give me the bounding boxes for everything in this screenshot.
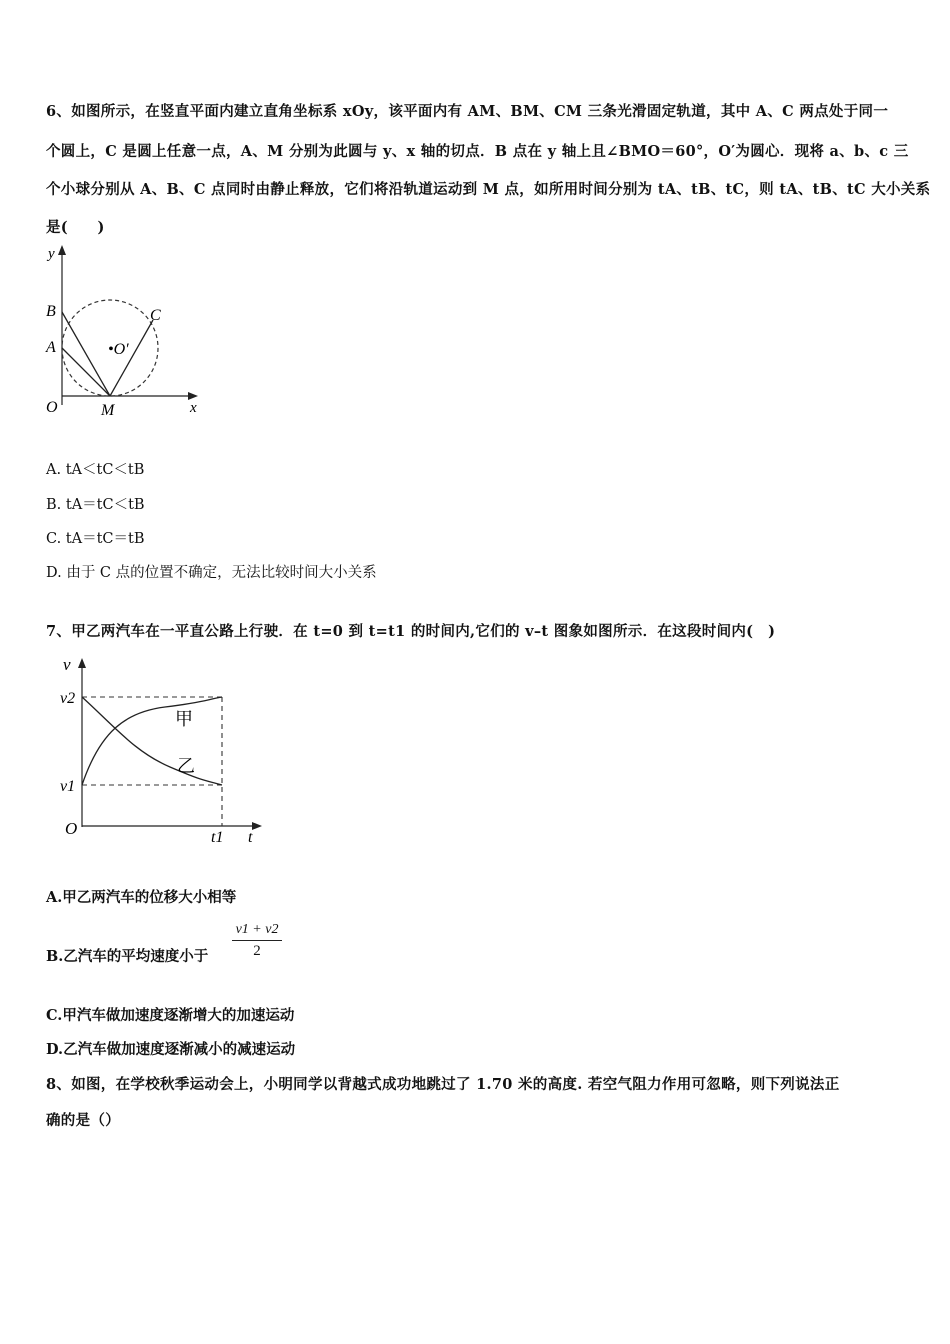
- q6-figure: [40, 240, 210, 425]
- q7-figure: [55, 652, 270, 847]
- q7-option-a: A.甲乙两汽车的位移大小相等: [46, 889, 237, 906]
- t-axis-arrow: [252, 822, 262, 830]
- q6-option-d: D. 由于 C 点的位置不确定，无法比较时间大小关系: [46, 565, 377, 581]
- label-t1: t1: [211, 829, 224, 846]
- label-x: x: [190, 400, 197, 416]
- q6-line-2: 个圆上，C 是圆上任意一点，A、M 分别为此圆与 y、x 轴的切点．B 点在 y 轴上且∠BMO＝60°，O′为圆心．现将 a、b、c 三: [46, 143, 909, 160]
- q7-option-d: D.乙汽车做加速度逐渐减小的减速运动: [46, 1041, 296, 1058]
- v-axis-arrow: [78, 658, 86, 668]
- label-y: y: [48, 246, 55, 262]
- x-axis-arrow: [188, 392, 198, 400]
- label-yi: 乙: [177, 756, 195, 776]
- track-CM: [110, 320, 153, 396]
- fraction-denominator: 2: [253, 943, 261, 959]
- label-t: t: [248, 829, 253, 846]
- q7-option-b: B.乙汽车的平均速度小于: [46, 948, 209, 965]
- q6-line-3: 个小球分别从 A、B、C 点同时由静止释放，它们将沿轨道运动到 M 点，如所用时间分别为 tA、tB、tC，则 tA、tB、tC 大小关系: [46, 181, 931, 198]
- q6-line-4: 是( ): [46, 219, 105, 236]
- q6-line-1: 6、如图所示，在竖直平面内建立直角坐标系 xOy，该平面内有 AM、BM、CM 三条光滑固定轨道，其中 A、C 两点处于同一: [46, 103, 889, 120]
- label-O: O: [65, 819, 78, 838]
- track-BM: [62, 312, 110, 396]
- y-axis-arrow: [58, 245, 66, 255]
- fraction-numerator: v1 + v2: [232, 922, 282, 941]
- q6-option-b: B. tA＝tC＜tB: [46, 497, 145, 513]
- q6-option-c: C. tA＝tC＝tB: [46, 531, 145, 547]
- curve-jia: [82, 697, 222, 785]
- q8-line-1: 8、如图，在学校秋季运动会上，小明同学以背越式成功地跳过了 1.70 米的高度. 若空气阻力作用可忽略，则下列说法正: [46, 1076, 840, 1093]
- label-M: M: [101, 402, 115, 419]
- q8-line-2: 确的是（）: [46, 1112, 120, 1129]
- label-O: O: [46, 399, 58, 416]
- label-B: B: [46, 303, 56, 320]
- label-A: A: [46, 339, 56, 356]
- q7-option-c: C.甲汽车做加速度逐渐增大的加速运动: [46, 1007, 295, 1024]
- q6-option-a: A. tA＜tC＜tB: [46, 462, 145, 478]
- fraction: [232, 922, 282, 960]
- label-center: •O′: [108, 341, 129, 358]
- q7-line: 7、甲乙两汽车在一平直公路上行驶．在 t=0 到 t=t1 的时间内,它们的 v–t 图象如图所示．在这段时间内( ): [46, 623, 776, 640]
- label-C: C: [150, 307, 161, 324]
- label-v1: v1: [60, 778, 76, 795]
- label-jia: 甲: [175, 709, 193, 729]
- label-v: v: [63, 655, 71, 674]
- label-v2: v2: [60, 690, 76, 707]
